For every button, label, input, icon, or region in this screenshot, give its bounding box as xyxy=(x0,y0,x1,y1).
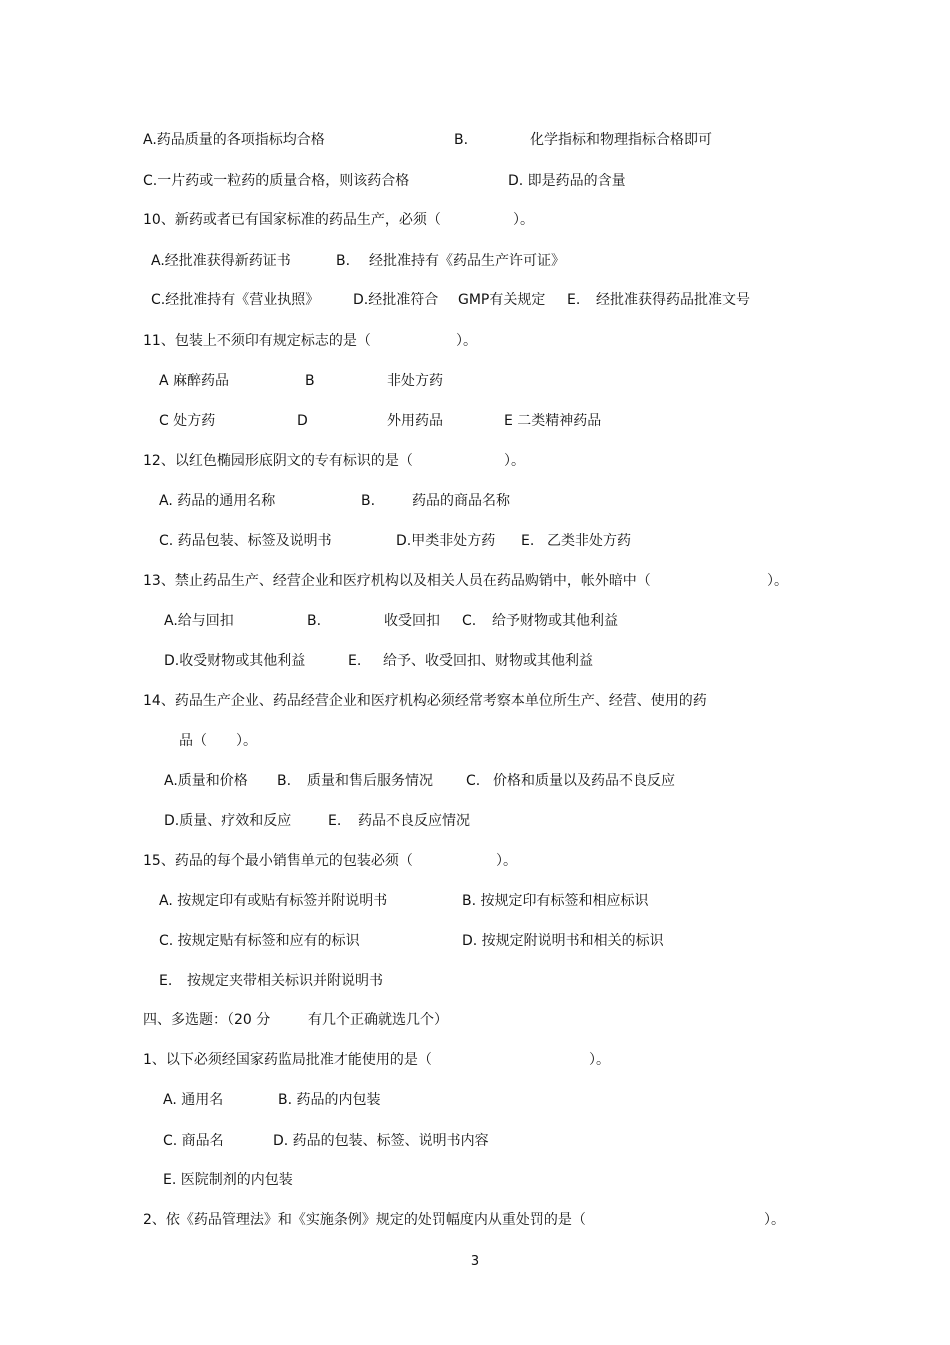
m2-stem: 2、依《药品管理法》和《实施条例》规定的处罚幅度内从重处罚的是（ xyxy=(143,1212,586,1228)
q10-option-b-letter: B. xyxy=(336,253,351,269)
q12-option-a: A. 药品的通用名称 xyxy=(159,493,276,509)
q11-option-b: 非处方药 xyxy=(387,373,443,389)
q13-option-b-letter: B. xyxy=(307,613,322,629)
q15-option-e: 按规定夹带相关标识并附说明书 xyxy=(187,973,383,989)
q10-option-c: C.经批准持有《营业执照》 xyxy=(151,292,320,308)
q14-option-c-letter: C. xyxy=(466,773,481,789)
m1-option-b: B. 药品的内包装 xyxy=(278,1092,381,1108)
q9-option-c: C.一片药或一粒药的质量合格，则该药合格 xyxy=(143,173,410,189)
q14-option-c: 价格和质量以及药品不良反应 xyxy=(493,773,675,789)
q10-option-d: D.经批准符合 xyxy=(353,292,439,308)
q15-stem: 15、药品的每个最小销售单元的包装必须（ xyxy=(143,853,413,869)
q10-stem: 10、新药或者已有国家标准的药品生产，必须（ xyxy=(143,212,441,228)
q15-option-e-letter: E. xyxy=(159,973,173,989)
q11-option-c: C 处方药 xyxy=(159,413,216,429)
q14-stem-end: ）。 xyxy=(236,733,257,749)
q10-option-a: A.经批准获得新药证书 xyxy=(151,253,291,269)
m1-option-d: D. 药品的包装、标签、说明书内容 xyxy=(273,1133,489,1149)
q9-option-b: 化学指标和物理指标合格即可 xyxy=(530,132,712,148)
q14-option-e: 药品不良反应情况 xyxy=(358,813,470,829)
q11-option-b-letter: B xyxy=(305,373,315,389)
q12-option-e: 乙类非处方药 xyxy=(547,533,631,549)
q15-option-a: A. 按规定印有或贴有标签并附说明书 xyxy=(159,893,388,909)
q13-option-c: 给予财物或其他利益 xyxy=(492,613,618,629)
q13-option-d: D.收受财物或其他利益 xyxy=(164,653,306,669)
q14-option-e-letter: E. xyxy=(328,813,342,829)
q13-stem: 13、禁止药品生产、经营企业和医疗机构以及相关人员在药品购销中，帐外暗中（ xyxy=(143,573,651,589)
q12-option-c: C. 药品包装、标签及说明书 xyxy=(159,533,332,549)
q10-option-e-letter: E. xyxy=(567,292,581,308)
q14-option-b: 质量和售后服务情况 xyxy=(307,773,433,789)
q10-option-d-cont: GMP有关规定 xyxy=(458,292,546,308)
section-4-note: 有几个正确就选几个） xyxy=(308,1012,448,1028)
q14-option-b-letter: B. xyxy=(277,773,292,789)
q13-option-b: 收受回扣 xyxy=(384,613,440,629)
m1-stem: 1、以下必须经国家药监局批准才能使用的是（ xyxy=(143,1052,432,1068)
q11-option-e: E 二类精神药品 xyxy=(504,413,602,429)
section-4-title: 四、多选题：（20 分 xyxy=(143,1012,271,1028)
q14-stem: 14、药品生产企业、药品经营企业和医疗机构必须经常考察本单位所生产、经营、使用的药 xyxy=(143,693,707,709)
q15-option-c: C. 按规定贴有标签和应有的标识 xyxy=(159,933,360,949)
q9-option-b-letter: B. xyxy=(454,132,469,148)
page-number: 3 xyxy=(470,1254,480,1269)
q11-stem: 11、包装上不须印有规定标志的是（ xyxy=(143,333,371,349)
q13-option-e-letter: E. xyxy=(348,653,362,669)
q10-option-e: 经批准获得药品批准文号 xyxy=(596,292,750,308)
q11-option-d: 外用药品 xyxy=(387,413,443,429)
q12-option-e-letter: E. xyxy=(521,533,535,549)
m1-option-a: A. 通用名 xyxy=(163,1092,224,1108)
m1-option-c: C. 商品名 xyxy=(163,1133,224,1149)
q11-option-a: A 麻醉药品 xyxy=(159,373,230,389)
q13-option-e: 给予、收受回扣、财物或其他利益 xyxy=(383,653,593,669)
q15-option-d: D. 按规定附说明书和相关的标识 xyxy=(462,933,664,949)
q11-stem-end: ）。 xyxy=(456,333,477,349)
q13-option-c-letter: C. xyxy=(462,613,477,629)
q13-option-a: A.给与回扣 xyxy=(164,613,234,629)
q9-option-a: A.药品质量的各项指标均合格 xyxy=(143,132,325,148)
q12-option-b: 药品的商品名称 xyxy=(412,493,510,509)
q12-option-d: D.甲类非处方药 xyxy=(396,533,496,549)
m2-stem-end: ）。 xyxy=(764,1212,785,1228)
q15-stem-end: ）。 xyxy=(496,853,517,869)
q11-option-d-letter: D xyxy=(297,413,308,429)
q14-option-d: D.质量、疗效和反应 xyxy=(164,813,292,829)
q14-option-a: A.质量和价格 xyxy=(164,773,248,789)
q9-option-d: D. 即是药品的含量 xyxy=(508,173,626,189)
q13-stem-end: ）。 xyxy=(767,573,788,589)
q14-stem-cont: 品（ xyxy=(179,733,207,749)
q12-stem-end: ）。 xyxy=(504,453,525,469)
q10-option-b: 经批准持有《药品生产许可证》 xyxy=(369,253,565,269)
q10-stem-end: ）。 xyxy=(513,212,534,228)
q12-option-b-letter: B. xyxy=(361,493,376,509)
m1-option-e: E. 医院制剂的内包装 xyxy=(163,1172,293,1188)
m1-stem-end: ）。 xyxy=(589,1052,610,1068)
q12-stem: 12、以红色椭园形底阴文的专有标识的是（ xyxy=(143,453,413,469)
q15-option-b: B. 按规定印有标签和相应标识 xyxy=(462,893,649,909)
